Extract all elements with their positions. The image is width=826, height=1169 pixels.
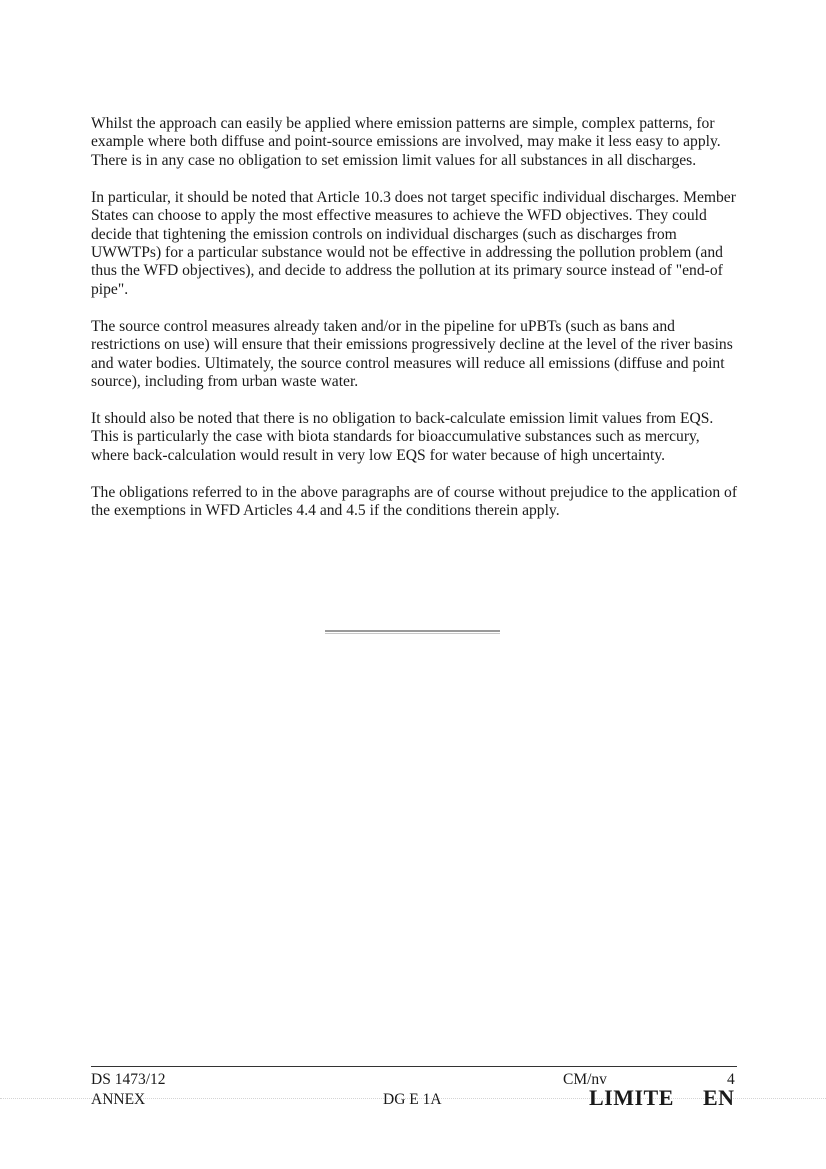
paragraph-2: In particular, it should be noted that Article 10.3 does not target specific individual discharges. Member States can choose to apply the most effective measures to achieve the WFD objectives. They could decide that tightening the emission controls on individual discharges (such as discharges from UWWTPs) for a particular substance would not be effective in addressing the pollution problem (and thus the WFD objectives), and decide to address the pollution at its primary source instead of "end-of pipe".: [91, 188, 736, 298]
end-of-text-divider: [325, 630, 500, 632]
classification-marking: LIMITE: [589, 1085, 674, 1110]
language-code: EN: [703, 1085, 735, 1110]
annex-label: ANNEX: [91, 1091, 146, 1108]
paragraph-5: The obligations referred to in the above paragraphs are of course without prejudice to the application of the exemptions in WFD Articles 4.4 and 4.5 if the conditions therein apply.: [91, 483, 738, 520]
page-number: 4: [727, 1071, 735, 1088]
directorate-code: DG E 1A: [383, 1091, 442, 1108]
author-initials: CM/nv: [563, 1071, 607, 1088]
scan-artifact-line: [0, 1098, 826, 1099]
paragraph-3: The source control measures already taken and/or in the pipeline for uPBTs (such as bans and restrictions on use) will ensure that their emissions progressively decline at the level of the river basins and water bodies. Ultimately, the source control measures will reduce all emissions (diffuse and point source), including from urban waste water.: [91, 317, 733, 391]
paragraph-4: It should also be noted that there is no obligation to back-calculate emission limit values from EQS. This is particularly the case with biota standards for bioaccumulative substances such as mercury, where back-calculation would result in very low EQS for water because of high uncertainty.: [91, 410, 714, 464]
document-reference: DS 1473/12: [91, 1071, 166, 1088]
body-text: [91, 115, 741, 539]
paragraph-1: Whilst the approach can easily be applied where emission patterns are simple, complex patterns, for example where both diffuse and point-source emissions are involved, may make it less easy to apply. There is in any case no obligation to set emission limit values for all substances in all discharges.: [91, 115, 721, 169]
footer-divider: [91, 1066, 737, 1067]
